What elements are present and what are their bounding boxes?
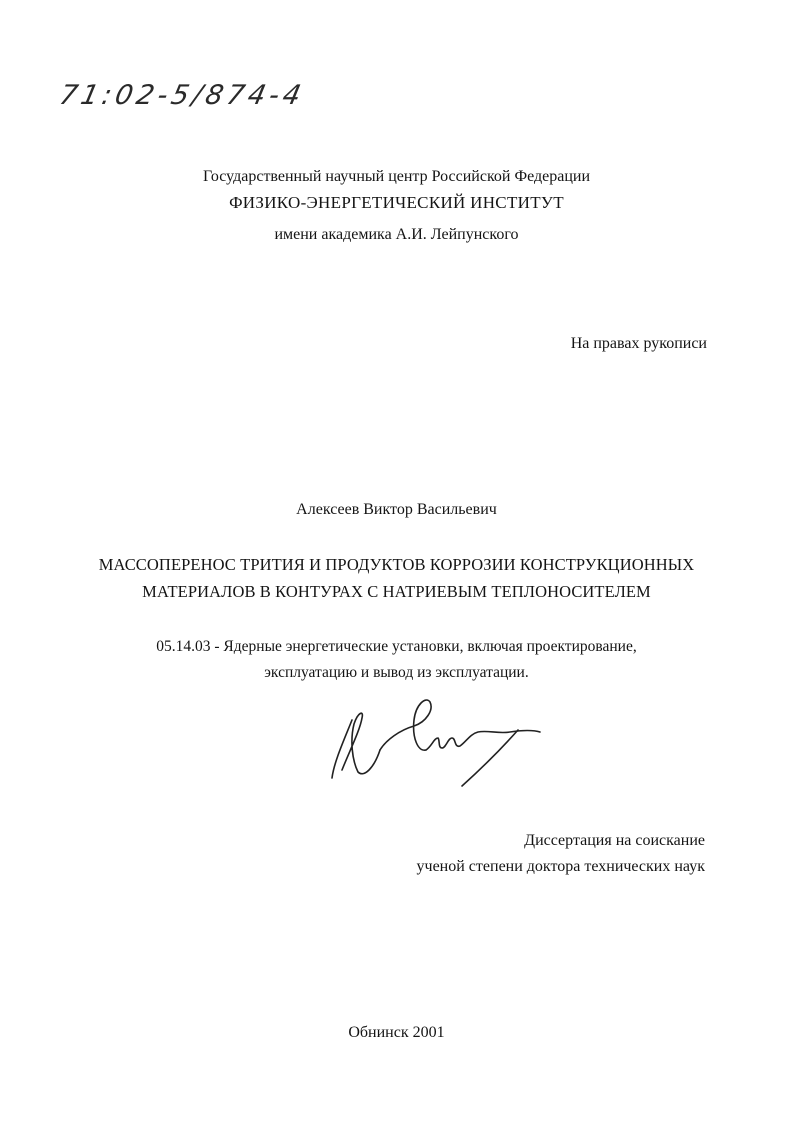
dissertation-line-1: Диссертация на соискание xyxy=(524,832,705,849)
specialty-line-1: 05.14.03 - Ядерные энергетические установки, включая проектирование, xyxy=(156,638,637,655)
institute-name: ФИЗИКО-ЭНЕРГЕТИЧЕСКИЙ ИНСТИТУТ xyxy=(229,193,564,212)
institute-named-after: имени академика А.И. Лейпунского xyxy=(274,226,519,243)
author-name: Алексеев Виктор Васильевич xyxy=(296,501,497,518)
rights-note: На правах рукописи xyxy=(570,335,707,352)
city-year: Обнинск 2001 xyxy=(348,1024,445,1041)
handwritten-archive-code: 71:02-5/874-4 xyxy=(56,80,308,111)
specialty-line-2: эксплуатацию и вывод из эксплуатации. xyxy=(264,664,529,681)
signature-icon xyxy=(322,690,552,790)
organization-name: Государственный научный центр Российской Федерации xyxy=(202,168,591,185)
dissertation-line-2: ученой степени доктора технических наук xyxy=(416,858,705,875)
thesis-title-line-1: МАССОПЕРЕНОС ТРИТИЯ И ПРОДУКТОВ КОРРОЗИИ КОНСТРУКЦИОННЫХ xyxy=(98,555,695,574)
thesis-title-line-2: МАТЕРИАЛОВ В КОНТУРАХ С НАТРИЕВЫМ ТЕПЛОНОСИТЕЛЕМ xyxy=(142,582,651,601)
